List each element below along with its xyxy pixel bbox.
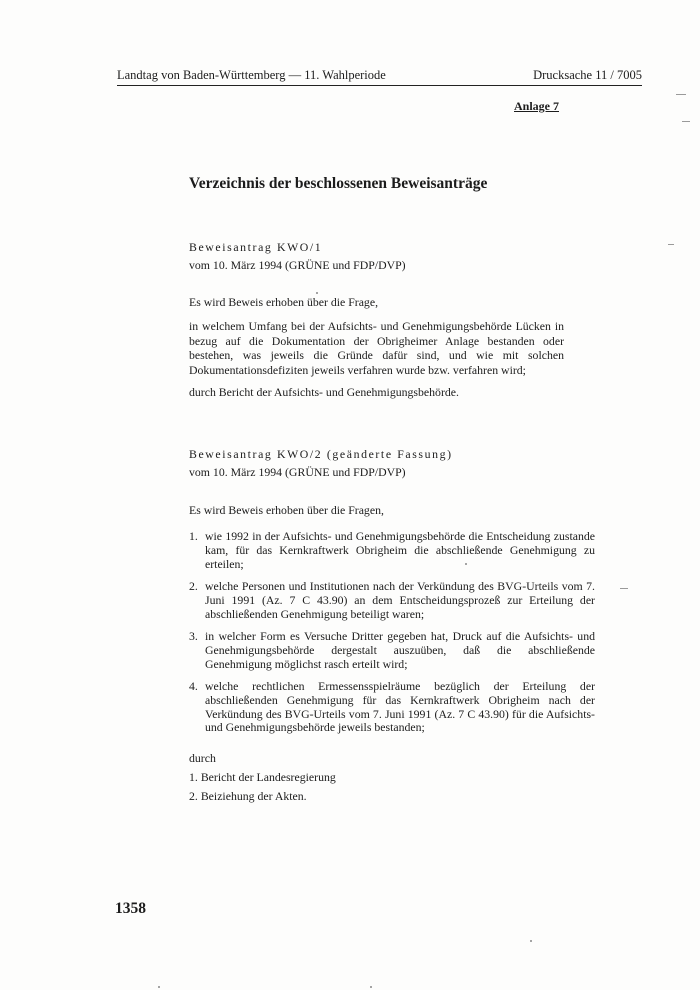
header-parliament: Landtag von Baden-Württemberg — 11. Wahlperiode	[117, 68, 386, 82]
motion2-method-1	[189, 770, 336, 785]
scan-dot	[370, 986, 372, 988]
motion2-question-4	[189, 680, 595, 735]
motion2-by-label: durch	[189, 751, 216, 765]
motion2-question-3	[189, 630, 595, 671]
header-rule	[117, 85, 642, 86]
scan-dot	[530, 940, 532, 942]
list-number: 2.	[189, 579, 198, 593]
scan-mark	[668, 244, 674, 245]
motion2-question-1	[189, 530, 595, 571]
list-text: welche Personen und Institutionen nach der Verkündung des BVG-Urteils vom 7. Juni 1991 (Az. 7 C 43.90) an dem Entscheidungsprozeß zur Erteilung der abschließenden Genehmigung beteiligt waren;	[205, 579, 595, 621]
scan-mark	[682, 121, 690, 122]
scan-dot	[316, 292, 318, 294]
motion1-question: in welchem Umfang bei der Aufsichts- und Genehmigungsbehörde Lücken in bezug auf die Dokumentation der Obrigheimer Anlage bestanden oder bestehen, was jeweils die Gründe dafür sind, und wie mit solchen Dokumentationsdefiziten jeweils verfahren wurde bzw. verfahren wird;	[189, 319, 564, 377]
scan-mark	[620, 588, 628, 589]
motion2-heading-suffix: (geänderte Fassung)	[326, 447, 453, 461]
motion2-date: vom 10. März 1994 (GRÜNE und FDP/DVP)	[189, 465, 406, 479]
page-title: Verzeichnis der beschlossenen Beweisanträge	[189, 175, 488, 192]
scan-dot	[465, 563, 467, 565]
list-text: Bericht der Landesregierung	[200, 770, 336, 784]
list-number: 4.	[189, 679, 198, 693]
list-number: 2.	[189, 789, 198, 803]
motion1-intro: Es wird Beweis erhoben über die Frage,	[189, 295, 379, 309]
motion2-heading	[189, 447, 453, 462]
list-text: wie 1992 in der Aufsichts- und Genehmigungsbehörde die Entscheidung zustande kam, für das Kernkraftwerk Obrigheim die abschließende Genehmigung zu erteilen;	[205, 529, 595, 571]
scan-dot	[158, 986, 160, 988]
list-text: in welcher Form es Versuche Dritter gegeben hat, Druck auf die Aufsichts- und Genehmigungsbehörde dergestalt auszuüben, daß die abschließende Genehmigung möglichst rasch erteilt wird;	[205, 629, 595, 671]
motion1-heading: Beweisantrag KWO/1	[189, 240, 323, 254]
motion2-question-2	[189, 580, 595, 621]
motion2-intro: Es wird Beweis erhoben über die Fragen,	[189, 503, 384, 517]
list-number: 1.	[189, 529, 198, 543]
list-text: Beiziehung der Akten.	[200, 789, 307, 803]
scan-mark	[676, 94, 686, 95]
annex-label: Anlage 7	[514, 99, 559, 113]
page-number: 1358	[115, 900, 146, 917]
motion2-method-2	[189, 789, 307, 804]
list-number: 3.	[189, 629, 198, 643]
list-number: 1.	[189, 770, 198, 784]
motion1-method: durch Bericht der Aufsichts- und Genehmigungsbehörde.	[189, 385, 459, 399]
motion2-heading-title: Beweisantrag KWO/2	[189, 447, 323, 461]
motion1-date: vom 10. März 1994 (GRÜNE und FDP/DVP)	[189, 258, 406, 272]
list-text: welche rechtlichen Ermessensspielräume bezüglich der Erteilung der abschließenden Genehmigung für das Kernkraftwerk Obrigheim nach der Verkündung des BVG-Urteils vom 7. Juni 1991 (Az. 7 C 43.90) für die Aufsichts- und Genehmigungsbehörde jeweils bestanden;	[205, 679, 595, 735]
header-print-number: Drucksache 11 / 7005	[533, 68, 642, 82]
